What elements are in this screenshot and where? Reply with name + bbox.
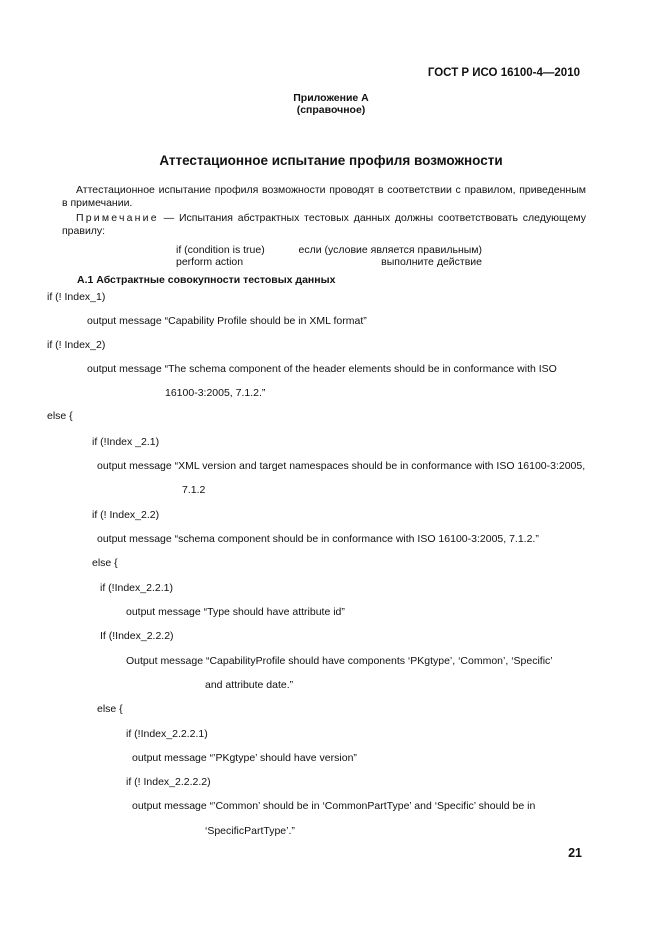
code-line: else { [92,557,118,569]
code-line: if (! Index_2.2) [92,509,160,521]
code-line: ‘SpecificPartType’.” [205,825,295,837]
annex-title: Приложение А [293,92,369,104]
section-title: А.1 Абстрактные совокупности тестовых данных [77,274,336,286]
code-line: If (!Index_2.2.2) [100,630,174,642]
code-line: if (! Index_2) [47,339,106,351]
note-label: Примечание [76,212,159,224]
intro-paragraph: Аттестационное испытание профиля возможности проводят в соответствии с правилом, приведенным в примечании. [62,184,586,209]
code-line: output message “XML version and target namespaces should be in conformance with ISO 16100-3:2005, [97,460,586,472]
code-line: if (!Index _2.1) [92,436,160,448]
note-paragraph [62,212,586,237]
code-line: Output message “CapabilityProfile should have components ‘PKgtype’, ‘Common’, ‘Specific’ [126,655,553,667]
code-line: 16100-3:2005, 7.1.2.” [165,387,266,399]
rule-en-line2: perform action [176,256,244,268]
code-line: output message “schema component should be in conformance with ISO 16100-3:2005, 7.1.2.” [97,533,539,545]
code-line: if (! Index_2.2.2.2) [126,776,211,788]
code-line: 7.1.2 [182,484,206,496]
code-line: if (!Index_2.2.1) [100,582,173,594]
page-title: Аттестационное испытание профиля возможности [159,153,503,168]
code-line: else { [97,703,123,715]
page-number: 21 [568,846,582,860]
rule-en-line1: if (condition is true) [176,244,265,256]
rule-ru-line2: выполните действие [381,256,482,268]
code-line: else { [47,410,73,422]
code-line: output message “Capability Profile should be in XML format” [87,315,367,327]
note-dash: — [158,212,179,224]
code-line: if (!Index_2.2.2.1) [126,728,208,740]
code-line: if (! Index_1) [47,291,106,303]
rule-ru-line1: если (условие является правильным) [298,244,482,256]
code-line: output message “’Common’ should be in ‘CommonPartType’ and ‘Specific’ should be in [132,800,536,812]
note-text: Испытания абстрактных тестовых данных должны соответствовать следующему правилу: [62,212,586,237]
code-line: output message “The schema component of the header elements should be in conformance with ISO [87,363,557,375]
code-line: output message “Type should have attribute id” [126,606,345,618]
code-line: and attribute date.” [205,679,294,691]
document-code: ГОСТ Р ИСО 16100-4—2010 [427,67,580,79]
code-line: output message “’PKgtype’ should have version” [132,752,357,764]
annex-subtitle: (справочное) [296,104,366,116]
